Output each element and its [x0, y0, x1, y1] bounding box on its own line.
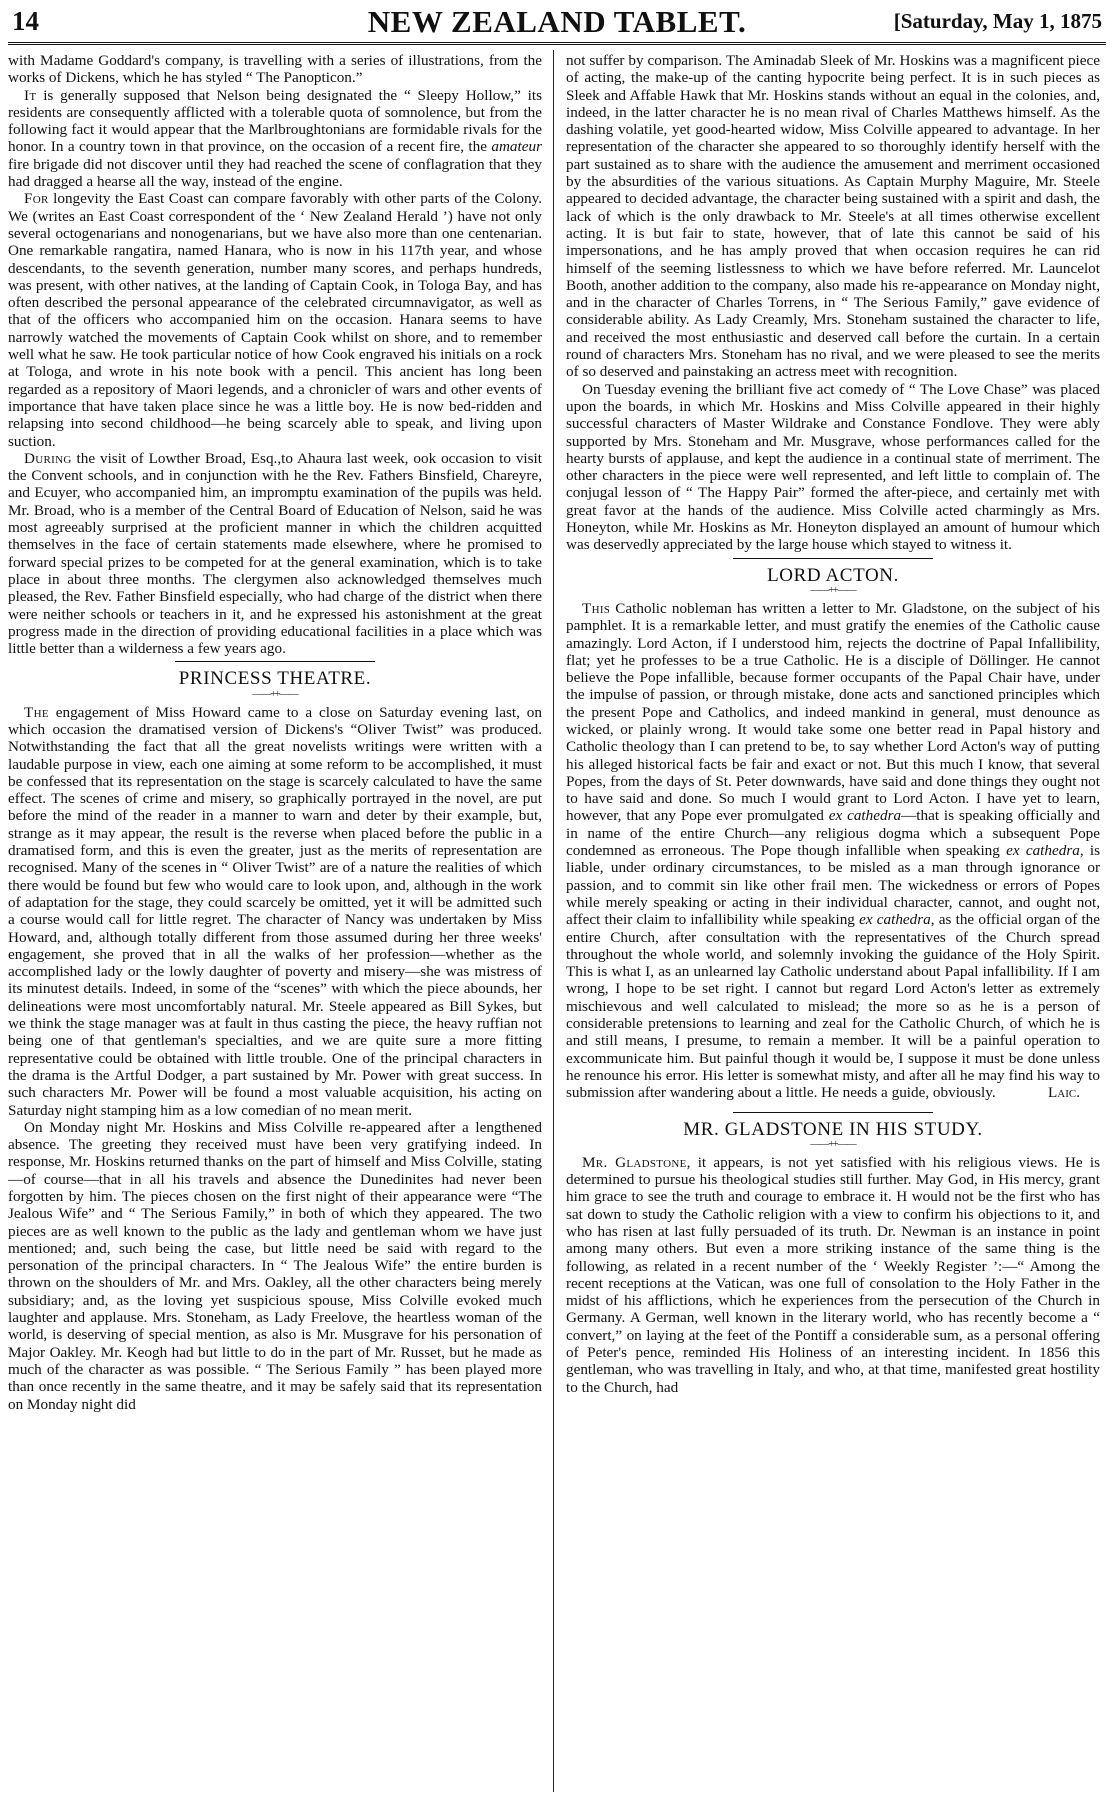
page-header — [8, 6, 1106, 40]
section-ornament: ——++—— — [810, 1138, 856, 1150]
article-paragraph: On Monday night Mr. Hoskins and Miss Colville re-appeared after a lengthened absence. The greeting they received must have been very gratifying indeed. In response, Mr. Hoskins returned thanks on the part of himself and Miss Colville, stating—of course—that in all his travels and absence the Dunedinites had never been forgotten by him. The pieces chosen on the first night of their appearance were “The Jealous Wife” and “ The Serious Family,” in both of which they appeared. The two pieces are as well known to the public as the lady and gentleman whom we have just mentioned; and, such being the case, but little need be said with regard to the personation of the principal characters. In “ The Jealous Wife” the entire burden is thrown on the shoulders of Mr. and Mrs. Oakley, all the other characters being merely subsidiary; and, as the loving yet suspicious spouse, Miss Colville evoked much laughter and applause. Mrs. Stoneham, as Lady Freelove, the heartless woman of the world, is deserving of special mention, as also is Mr. Musgrave for his personation of Major Oakley. Mr. Keogh had but little to do in the part of Mr. Russet, but he made as much of the character as was possible. “ The Serious Family ” has been played more than once recently in the same theatre, and it may be safely said that its representation on Monday night did — [8, 1118, 542, 1413]
column-divider — [553, 50, 554, 1792]
section-title-lord-acton: LORD ACTON. — [767, 564, 899, 586]
article-paragraph: Mr. Gladstone, it appears, is not yet satisfied with his religious views. He is determined to pursue his theological studies still further. May God, in His mercy, grant him grace to see the truth and courage to embrace it. H would not be the first who has sat down to study the Catholic religion with a view to confirm his objections to it, and who has risen at last fully persuaded of its truth. Dr. Newman is an instance in point among many others. But even a more striking instance of the same thing is the following, as related in a recent number of the ‘ Weekly Register ’:—“ Among the recent receptions at the Vatican, was one full of consolation to the Holy Father in the midst of his afflictions, which he experiences from the persecution of the Church in Germany. A German, well known in the literary world, who has recently become a “ convert,” on laying at the feet of the Pontiff a considerable sum, as a personal offering of Peter's pence, reminded His Holiness of an interesting incident. In 1856 this gentleman, who was travelling in Italy, and who, at that time, manifested great hostility to the Church, had — [566, 1153, 1100, 1396]
header-rule — [8, 42, 1106, 47]
section-ornament: ——++—— — [810, 584, 856, 596]
article-paragraph: not suffer by comparison. The Aminadab Sleek of Mr. Hoskins was a magnificent piece of acting, the make-up of the canting hypocrite being perfect. It is in such pieces as Sleek and Affable Hawk that Mr. Hoskins stands without an equal in the colonies, and, indeed, in the latter character he is no mean rival of Charles Matthews himself. As the dashing volatile, yet good-hearted widow, Miss Colville appeared to advantage. In her representation of the character she appeared to so thoroughly identify herself with the part sustained as to share with the audience the amusement and merriment occasioned by the absurdities of the various situations. As Captain Murphy Maguire, Mr. Steele appeared to decided advantage, the character being sustained with a spirit and dash, the lack of which is the only drawback to Mr. Steele's at all times otherwise excellent acting. It is but fair to state, however, that of late this cannot be said of his impersonations, and he has amply proved that when occasion requires he can rid himself of the seeming listlessness to which we have before referred. Mr. Launcelot Booth, another addition to the company, also made his re-appearance on Monday night, and in the character of Charles Torrens, in “ The Serious Family,” gave evidence of considerable ability. As Lady Creamly, Mrs. Stoneham sustained the character to life, and received the most enthusiastic and deserved call before the curtain. In a certain round of characters Mrs. Stoneham has no rival, and we were pleased to see the merits of so deserved and painstaking an actress meet with recognition. — [566, 52, 1100, 381]
left-column — [8, 52, 542, 1792]
right-column — [566, 52, 1100, 1792]
article-paragraph: with Madame Goddard's company, is travelling with a series of illustrations, from the works of Dickens, which he has styled “ The Panopticon.” — [8, 52, 542, 87]
section-rule — [175, 661, 375, 662]
section-rule — [733, 558, 933, 559]
section-title-gladstone: MR. GLADSTONE IN HIS STUDY. — [683, 1118, 983, 1140]
section-title-princess-theatre: PRINCESS THEATRE. — [178, 668, 372, 690]
article-paragraph: This Catholic nobleman has written a letter to Mr. Gladstone, on the subject of his pamphlet. It is a remarkable letter, and must gratify the enemies of the Catholic cause amazingly. Lord Acton, if I understood him, rejects the doctrine of Papal Infallibility, flat; yet he professes to be a true Catholic. He is a disciple of Döllinger. He cannot believe the Pope infallible, because former occupants of the Papal Chair have, under the impulse of passion, or through mistake, done acts and sanctioned principles which the present Pope and Catholics, and indeed mankind in general, must denounce as wicked, or plainly wrong. It would take some one better read in Papal history and Catholic theology than I can pretend to be, to say whether Lord Acton's way of putting his alleged historical facts be fair and exact or not. But this much I know, that several Popes, from the days of St. Peter downwards, have said and done things they ought not to have said and done. So much I would grant to Lord Acton. I have yet to learn, however, that any Pope ever promulgated ex cathedra—that is speaking officially and in name of the entire Church—any religious dogma which a subsequent Pope condemned as erroneous. The Pope though infallible when speaking ex cathedra, is liable, under ordinary circumstances, to be misled as a man through ignorance or passion, and to commit sin like other frail men. The wickedness or errors of Popes while merely speaking or acting in their individual character, cannot, and ought not, affect their claim to infallibility while speaking ex cathedra, as the official organ of the entire Church, after consultation with the representatives of the Church spread throughout the whole world, and solemnly invoking the guidance of the Holy Spirit. This is what I, as an unlearned lay Catholic understand about Papal infallibility. If I am wrong, I hope to be set right. I cannot but regard Lord Acton's letter as extremely mischievous and well calculated to mislead; the more so as he is a person of considerable pretensions to learning and zeal for the Catholic Church, of which he is and still means, I presume, to remain a member. It will be a painful operation to excommunicate him. But painful though it would be, I suppose it must be done unless he renounce his error. His letter is somewhat misty, and after all he may find his way to submission after wandering about a little. He needs a guide, obviously. Laic. — [566, 599, 1100, 1102]
article-paragraph: During the visit of Lowther Broad, Esq.,to Ahaura last week, ook occasion to visit the Convent schools, and in conjunction with he the Rev. Fathers Binsfield, Chareyre, and Ecuyer, who accompanied him, an impromptu examination of the pupils was held. Mr. Broad, who is a member of the Central Board of Education of Nelson, said he was most agreeably surprised at the proficient manner in which the children acquitted themselves in the face of certain statements made elsewhere, where he promised to forward special prizes to be competed for at the general examination, which is to take place in about three months. The clergymen also acknowledged themselves much pleased, the Rev. Father Binsfield especially, who had charge of the district when there were neither schools or teachers in it, and he expressed his astonishment at the great progress made in the direction of providing educational facilities in a place which was little better than a wilderness a few years ago. — [8, 449, 542, 658]
article-paragraph: On Tuesday evening the brilliant five act comedy of “ The Love Chase” was placed upon the boards, in which Mr. Hoskins and Miss Colville appeared in their highly successful characters of Master Wildrake and Constance Fondlove. They were ably supported by Mrs. Stoneham and Mr. Musgrave, whose performances called for the hearty bursts of applause, and kept the audience in a continual state of merriment. The other characters in the piece were well represented, and left little to complain of. The conjugal lesson of “ The Happy Pair” formed the after-piece, and certainly met with great favor at the hands of the audience. Miss Colville acted charmingly as Mrs. Honeyton, while Mr. Hoskins as Mr. Honeyton displayed an amount of humour which was deservedly appreciated by the large house which stayed to witness it. — [566, 380, 1100, 554]
issue-date: [Saturday, May 1, 1875 — [893, 9, 1102, 33]
masthead-title: NEW ZEALAND TABLET. — [367, 4, 747, 39]
page-number: 14 — [12, 6, 39, 36]
section-rule — [733, 1112, 933, 1113]
article-paragraph: The engagement of Miss Howard came to a close on Saturday evening last, on which occasion the dramatised version of Dickens's “Oliver Twist” was produced. Notwithstanding the fact that all the great novelists writings were written with a laudable purpose in view, each one aiming at some reform to be accomplished, it must be confessed that its representation on the stage is scarcely calculated to have the same effect. The scenes of crime and misery, so graphically portrayed in the novel, are put before the mind of the reader in a manner to warn and deter by their example, but, strange as it may appear, the result is the reverse when placed before the public in a dramatised form, and this is even the greater, just as the merits of representation are recognised. Many of the scenes in “ Oliver Twist” are of a nature the realities of which there would be found but few who would care to look upon, and, although in the work of adaptation for the stage, they could scarcely be omitted, yet it will be admitted such a course would call for little regret. The character of Nancy was undertaken by Miss Howard, and, although totally different from those assumed during her three weeks' engagement, she proved that in all the walks of her profession—whether as the accomplished lady or the lowly daughter of poverty and misery—she was mistress of its minutest details. Indeed, in some of the “scenes” with which the piece abounds, her delineations were most uncomfortably natural. Mr. Steele appeared as Bill Sykes, but we think the stage manager was at fault in thus casting the piece, the heavy ruffian not being one of that gentleman's specialties, and we are quite sure a more fitting representative could be obtained with little trouble. One of the principal characters in the drama is the Artful Dodger, a part sustained by Mr. Power with great success. In such characters Mr. Power will be found a most valuable acquisition, his acting on Saturday night stamping him as a low comedian of no mean merit. — [8, 703, 542, 1119]
article-paragraph: It is generally supposed that Nelson being designated the “ Sleepy Hollow,” its residents are consequently afflicted with a tolerable quota of somnolence, but from the following fact it would appear that the Marlbroughtonians are formidable rivals for the honor. In a country town in that province, on the occasion of a recent fire, the amateur fire brigade did not discover until they had reached the scene of conflagration that they had dragged a hearse all the way, instead of the engine. — [8, 86, 542, 191]
signature: Laic. — [1047, 1084, 1080, 1102]
section-ornament: ——++—— — [252, 688, 298, 700]
article-paragraph: For longevity the East Coast can compare favorably with other parts of the Colony. We (writes an East Coast correspondent of the ‘ New Zealand Herald ’) have not only several octogenarians and nonogenarians, but we have also more than one centenarian. One remarkable rangatira, named Hanara, who is now in his 117th year, and whose descendants, to the seventh generation, number many scores, and perhaps hundreds, was present, with other natives, at the landing of Captain Cook, in Tologa Bay, and has often described the personal appearance of the celebrated circumnavigator, as well as that of the officers who accompanied him on the occasion. Hanara seems to have narrowly watched the movements of Captain Cook whilst on shore, and to remember well what he saw. He took particular notice of how Cook engraved his initials on a rock at Tologa, and wrote in his note book with a pencil. This ancient has long been regarded as a repository of Maori legends, and a chronicler of wars and other events of importance that have taken place since he was a little boy. He is now bed-ridden and relapsing into second childhood—he being scarcely able to speak, and living upon suction. — [8, 190, 542, 450]
